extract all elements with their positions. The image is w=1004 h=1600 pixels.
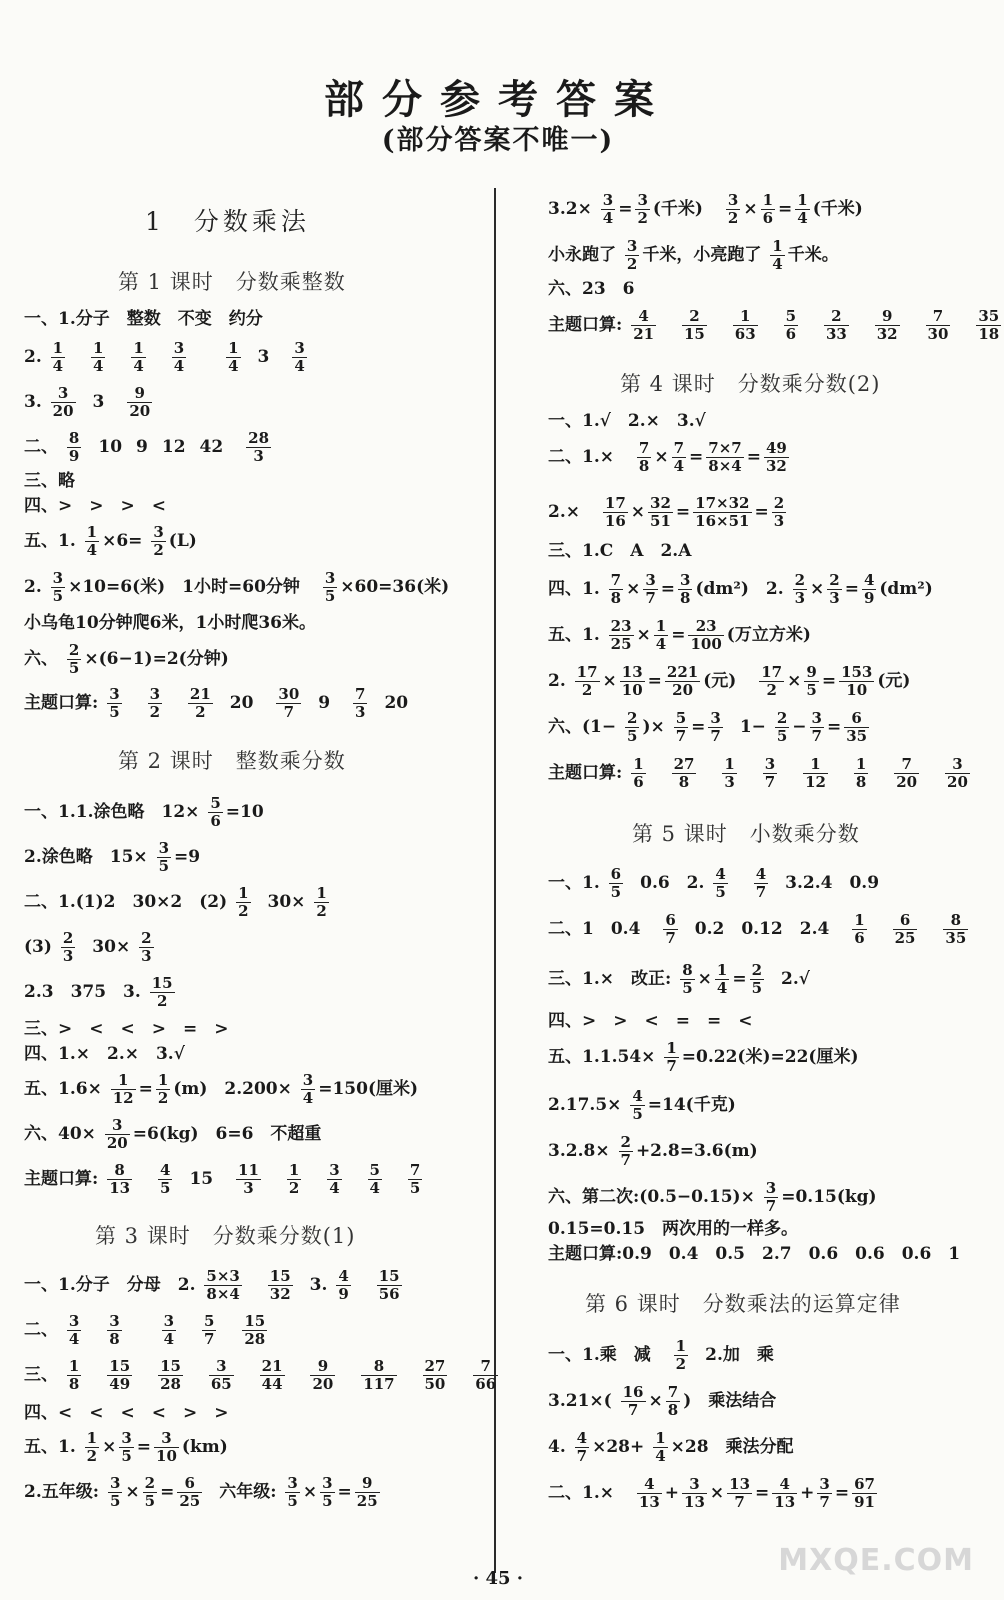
answer-line: 五、1.1.54× $\frac{1}{7}$ =0.22(米)=22(厘米): [548, 1039, 859, 1075]
lesson-1-heading: 第 1 课时 分数乘整数: [118, 270, 346, 294]
answer-line: 六、(1− $\frac{2}{5}$ )× $\frac{5}{7}$ = $\frac{3}{7}$ 1− $\frac{2}{5}$ − $\frac{3}{7}$ = $\frac{6}{35}$: [548, 709, 868, 745]
oral-calculation: 主题口算: $\frac{8}{13}$ $\frac{4}{5}$ 15 $\frac{11}{3}$ $\frac{1}{2}$ $\frac{3}{4}$ $\frac{5}{4}$ $\frac{7}{5}$: [24, 1161, 421, 1197]
answer-line: 三、略: [24, 471, 75, 491]
oral-calculation: 主题口算: $\frac{3}{5}$ $\frac{3}{2}$ $\frac{21}{2}$ 20 $\frac{30}{7}$ 9 $\frac{7}{3}$ 20: [24, 685, 409, 721]
answer-line: 五、1. $\frac{23}{25}$ × $\frac{1}{4}$ = $\frac{23}{100}$ (万立方米): [548, 617, 811, 653]
answer-line: 三、1.× 改正: $\frac{8}{5}$ × $\frac{1}{4}$ = $\frac{2}{5}$ 2.√: [548, 961, 810, 997]
answer-line: 五、1. $\frac{1}{4}$ ×6= $\frac{3}{2}$ (L): [24, 523, 197, 559]
answer-line: 一、1.分子 整数 不变 约分: [24, 309, 263, 329]
answer-line: 4. $\frac{4}{7}$ ×28+ $\frac{1}{4}$ ×28 乘法分配: [548, 1429, 794, 1465]
answer-line: 五、1.6× $\frac{1}{12}$ = $\frac{1}{2}$ (m) 2.200× $\frac{3}{4}$ =150(厘米): [24, 1071, 419, 1107]
answer-line: 3.2.8× $\frac{2}{7}$ +2.8=3.6(m): [548, 1133, 758, 1169]
answer-line: 六、23 6: [548, 279, 635, 299]
answer-line: 3.2× $\frac{3}{4}$ = $\frac{3}{2}$ (千米) $\frac{3}{2}$ × $\frac{1}{6}$ = $\frac{1}{4}$ (千米): [548, 191, 863, 227]
answer-line: 三、 $\frac{1}{8}$ $\frac{15}{49}$ $\frac{15}{28}$ $\frac{3}{65}$ $\frac{21}{44}$ $\frac{9}{20}$ $\frac{8}{117}$ $\frac{27}{50}$ $\frac{7}{66}$: [24, 1357, 497, 1393]
page-number: · 45 ·: [472, 1568, 524, 1589]
answer-line: 一、1.1.涂色略 12× $\frac{5}{6}$ =10: [24, 794, 264, 830]
oral-calculation: 主题口算:0.9 0.4 0.5 2.7 0.6 0.6 0.6 1: [548, 1244, 961, 1264]
answer-line: 一、1.√ 2.× 3.√: [548, 411, 706, 431]
answer-line: 一、1.分子 分母 2. $\frac{5\times 3}{8\times 4}$ $\frac{15}{32}$ 3. $\frac{4}{9}$ $\frac{15}{56}$: [24, 1267, 400, 1303]
answer-line: 2.涂色略 15× $\frac{3}{5}$ =9: [24, 839, 201, 875]
answer-line: 3.21×( $\frac{16}{7}$ × $\frac{7}{8}$ ) 乘法结合: [548, 1383, 777, 1419]
answer-line: 六、40× $\frac{3}{20}$ =6(kg) 6=6 不超重: [24, 1116, 322, 1152]
oral-calculation: 主题口算: $\frac{1}{6}$ $\frac{27}{8}$ $\frac{1}{3}$ $\frac{3}{7}$ $\frac{1}{12}$ $\frac{1}{8}$ $\frac{7}{20}$ $\frac{3}{20}$: [548, 755, 968, 791]
answer-line: 二、1 0.4 $\frac{6}{7}$ 0.2 0.12 2.4 $\frac{1}{6}$ $\frac{6}{25}$ $\frac{8}{35}$: [548, 911, 967, 947]
answer-line: 二、1.× $\frac{7}{8}$ × $\frac{7}{4}$ = $\frac{7\times 7}{8\times 4}$ = $\frac{49}{32}$: [548, 439, 787, 475]
answer-line: (3) $\frac{2}{3}$ 30× $\frac{2}{3}$: [24, 929, 152, 965]
answer-line: 四、1.× 2.× 3.√: [24, 1044, 185, 1064]
answer-line: 2. $\frac{1}{4}$ $\frac{1}{4}$ $\frac{1}{4}$ $\frac{3}{4}$ $\frac{1}{4}$ 3 $\frac{3}{4}$: [24, 339, 305, 375]
page-subtitle: (部分答案不唯一): [381, 125, 615, 156]
answer-line: 2.17.5× $\frac{4}{5}$ =14(千克): [548, 1087, 736, 1123]
answer-line: 二、 $\frac{8}{9}$ 10 9 12 42 $\frac{28}{3}$: [24, 429, 270, 465]
answer-line: 六、 $\frac{2}{5}$ ×(6−1)=2(分钟): [24, 641, 229, 677]
answer-line: 二、 $\frac{3}{4}$ $\frac{3}{8}$ $\frac{3}{4}$ $\frac{5}{7}$ $\frac{15}{28}$: [24, 1312, 266, 1348]
answer-line: 3. $\frac{3}{20}$ 3 $\frac{9}{20}$: [24, 384, 151, 420]
answer-line: 小永跑了 $\frac{3}{2}$ 千米，小亮跑了 $\frac{1}{4}$ 千米。: [548, 237, 839, 273]
answer-line: 2.× $\frac{17}{16}$ × $\frac{32}{51}$ = $\frac{17\times 32}{16\times 51}$ = $\frac{2}{3}$: [548, 494, 785, 530]
answer-line: 四、> > > <: [24, 496, 166, 516]
lesson-6-heading: 第 6 课时 分数乘法的运算定律: [585, 1292, 901, 1316]
answer-line: 0.15=0.15 两次用的一样多。: [548, 1219, 799, 1239]
answer-line: 五、1. $\frac{1}{2}$ × $\frac{3}{5}$ = $\frac{3}{10}$ (km): [24, 1429, 228, 1465]
lesson-2-heading: 第 2 课时 整数乘分数: [118, 749, 346, 773]
page-title: 部分参考答案: [324, 77, 672, 123]
answer-line: 一、1.乘 减 $\frac{1}{2}$ 2.加 乘: [548, 1337, 774, 1373]
answer-line: 一、1. $\frac{6}{5}$ 0.6 2. $\frac{4}{5}$ $\frac{4}{7}$ 3.2.4 0.9: [548, 865, 880, 901]
answer-line: 四、< < < < > >: [24, 1403, 229, 1423]
answer-line: 2.五年级: $\frac{3}{5}$ × $\frac{2}{5}$ = $\frac{6}{25}$ 六年级: $\frac{3}{5}$ × $\frac{3}{5}$ = $\frac{9}{25}$: [24, 1474, 378, 1510]
unit-title: 1 分数乘法: [145, 207, 310, 236]
lesson-5-heading: 第 5 课时 小数乘分数: [632, 822, 860, 846]
watermark: MXQE.COM: [778, 1543, 974, 1578]
answer-line: 二、1.× $\frac{4}{13}$ + $\frac{3}{13}$ × $\frac{13}{7}$ = $\frac{4}{13}$ + $\frac{3}{7}$ = $\frac{67}{91}$: [548, 1475, 875, 1511]
answer-line: 三、> < < > = >: [24, 1019, 229, 1039]
answer-line: 2.3 375 3. $\frac{15}{2}$: [24, 974, 173, 1010]
lesson-3-heading: 第 3 课时 分数乘分数(1): [95, 1224, 356, 1248]
answer-line: 四、> > < = = <: [548, 1011, 753, 1031]
lesson-4-heading: 第 4 课时 分数乘分数(2): [620, 372, 881, 396]
answer-line: 二、1.(1)2 30×2 (2) $\frac{1}{2}$ 30× $\frac{1}{2}$: [24, 884, 327, 920]
answer-line: 2. $\frac{17}{2}$ × $\frac{13}{10}$ = $\frac{221}{20}$ (元) $\frac{17}{2}$ × $\frac{9}{5}$ = $\frac{153}{10}$ (元): [548, 663, 911, 699]
answer-line: 四、1. $\frac{7}{8}$ × $\frac{3}{7}$ = $\frac{3}{8}$ (dm²) 2. $\frac{2}{3}$ × $\frac{2}{3}$ = $\frac{4}{9}$ (dm²): [548, 571, 933, 607]
answer-line: 三、1.C A 2.A: [548, 541, 692, 561]
oral-calculation: 主题口算: $\frac{4}{21}$ $\frac{2}{15}$ $\frac{1}{63}$ $\frac{5}{6}$ $\frac{2}{33}$ $\frac{9}{32}$ $\frac{7}{30}$ $\frac{35}{18}$: [548, 307, 1000, 343]
answer-line: 2. $\frac{3}{5}$ ×10=6(米) 1小时=60分钟 $\frac{3}{5}$ ×60=36(米): [24, 569, 450, 605]
answer-line: 小乌龟10分钟爬6米，1小时爬36米。: [24, 613, 316, 633]
answer-line: 六、第二次:(0.5−0.15)× $\frac{3}{7}$ =0.15(kg): [548, 1179, 877, 1215]
